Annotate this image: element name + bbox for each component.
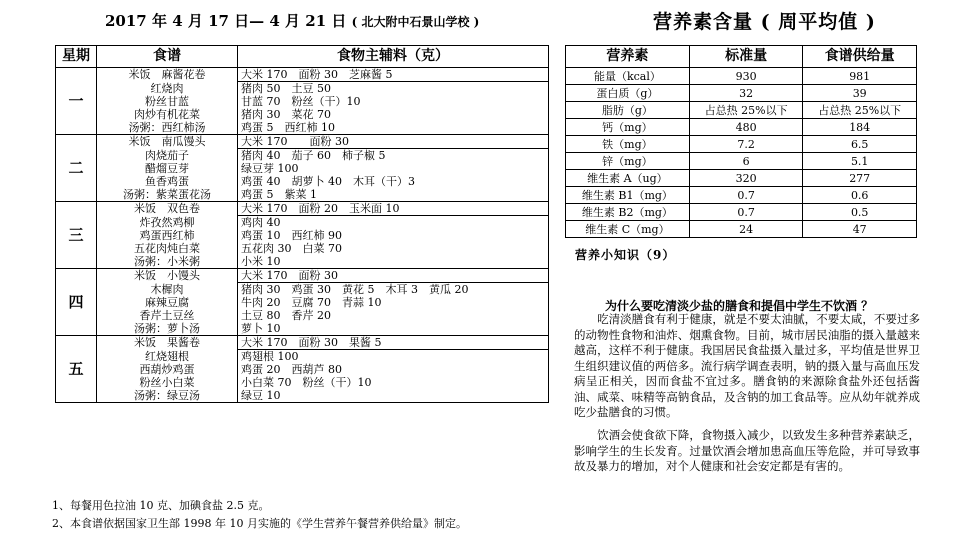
nutrition-row bbox=[566, 170, 917, 187]
nutrition-row bbox=[566, 136, 917, 153]
menu-table bbox=[55, 45, 549, 403]
nutrition-row bbox=[566, 221, 917, 238]
menu-header-row bbox=[56, 46, 549, 68]
nutrient-supply-cell: 0.5 bbox=[803, 204, 917, 221]
ingredients-cell: 鸡蛋 20 西葫芦 80 bbox=[238, 363, 549, 376]
dish-cell: 米饭 南瓜馒头 bbox=[97, 135, 238, 149]
menu-row bbox=[56, 82, 549, 96]
dish-cell: 米饭 小馒头 bbox=[97, 269, 238, 283]
tip-paragraph-1: 吃清淡膳食有利于健康，就是不要太油腻，不要太咸，不要过多的动物性食物和油炸、烟熏食物。目前，城市居民油脂的摄入量越来越高，这样不利于健康。我国居民食盐摄入量过多，平均值是世界卫生组织建议值的两倍多。流行病学调查表明，钠的摄入量与高血压发病呈正相关，因而食盐不宜过多。膳食钠的来源除食盐外还包括酱油、咸菜、味精等高钠食品，及含钠的加工食品等。应从幼年就养成吃少盐膳食的习惯。 bbox=[574, 312, 920, 419]
ingredients-cell: 猪肉 50 土豆 50 bbox=[238, 82, 549, 96]
ingredients-cell: 大米 170 面粉 30 bbox=[238, 269, 549, 283]
dish-cell: 汤粥：西红柿汤 bbox=[97, 121, 238, 135]
tip-title: 营养小知识（9） bbox=[575, 248, 676, 262]
dish-cell: 米饭 果酱卷 bbox=[97, 336, 238, 350]
nutrient-standard-cell: 320 bbox=[689, 170, 803, 187]
menu-row bbox=[56, 363, 549, 376]
menu-row bbox=[56, 162, 549, 175]
nutrient-standard-cell: 32 bbox=[689, 85, 803, 102]
menu-row bbox=[56, 242, 549, 255]
header-standard: 标准量 bbox=[689, 46, 803, 68]
ingredients-cell: 猪肉 30 鸡蛋 30 黄花 5 木耳 3 黄瓜 20 bbox=[238, 283, 549, 297]
ingredients-cell: 土豆 80 香芹 20 bbox=[238, 309, 549, 322]
ingredients-cell: 五花肉 30 白菜 70 bbox=[238, 242, 549, 255]
ingredients-cell: 小白菜 70 粉丝（干）10 bbox=[238, 376, 549, 389]
dish-cell: 汤粥：绿豆汤 bbox=[97, 389, 238, 403]
dish-cell: 麻辣豆腐 bbox=[97, 296, 238, 309]
date-range: 2017 年 4 月 17 日— 4 月 21 日 bbox=[105, 12, 347, 30]
header-recipe: 食谱 bbox=[97, 46, 238, 68]
ingredients-cell: 绿豆芽 100 bbox=[238, 162, 549, 175]
menu-row bbox=[56, 269, 549, 283]
note-1: 1、每餐用色拉油 10 克、加碘食盐 2.5 克。 bbox=[52, 499, 270, 512]
dish-cell: 西葫炒鸡蛋 bbox=[97, 363, 238, 376]
menu-row bbox=[56, 229, 549, 242]
menu-row bbox=[56, 336, 549, 350]
menu-row bbox=[56, 108, 549, 121]
nutrient-supply-cell: 981 bbox=[803, 68, 917, 85]
nutrition-title: 营养素含量 ( 周平均值 ) bbox=[653, 11, 876, 33]
menu-row bbox=[56, 322, 549, 336]
menu-row bbox=[56, 350, 549, 364]
dish-cell: 鱼香鸡蛋 bbox=[97, 175, 238, 188]
nutrient-name-cell: 维生素 A（ug） bbox=[566, 170, 690, 187]
ingredients-cell: 大米 170 面粉 30 果酱 5 bbox=[238, 336, 549, 350]
header-ingredients: 食物主辅料（克） bbox=[238, 46, 549, 68]
dish-cell: 醋熘豆芽 bbox=[97, 162, 238, 175]
ingredients-cell: 鸡蛋 40 胡萝卜 40 木耳（干）3 bbox=[238, 175, 549, 188]
ingredients-cell: 鸡翅根 100 bbox=[238, 350, 549, 364]
ingredients-cell: 大米 170 面粉 30 芝麻酱 5 bbox=[238, 68, 549, 82]
nutrient-name-cell: 蛋白质（g） bbox=[566, 85, 690, 102]
dish-cell: 香芹土豆丝 bbox=[97, 309, 238, 322]
ingredients-cell: 猪肉 30 菜花 70 bbox=[238, 108, 549, 121]
ingredients-cell: 鸡蛋 10 西红柿 90 bbox=[238, 229, 549, 242]
nutrient-standard-cell: 0.7 bbox=[689, 204, 803, 221]
tip-paragraph-2: 饮酒会使食欲下降，食物摄入减少，以致发生多种营养素缺乏，影响学生的生长发育。过量饮酒会增加患高血压等危险，并可导致事故及暴力的增加，对个人健康和社会安定都是有害的。 bbox=[574, 428, 920, 473]
dish-cell: 红烧翅根 bbox=[97, 350, 238, 364]
dish-cell: 汤粥：小米粥 bbox=[97, 255, 238, 269]
menu-title bbox=[105, 10, 479, 31]
nutrient-standard-cell: 占总热 25%以下 bbox=[689, 102, 803, 119]
dish-cell: 粉丝甘蓝 bbox=[97, 95, 238, 108]
nutrient-name-cell: 钙（mg） bbox=[566, 119, 690, 136]
dish-cell: 肉烧茄子 bbox=[97, 149, 238, 163]
dish-cell: 汤粥：紫菜蛋花汤 bbox=[97, 188, 238, 202]
menu-row bbox=[56, 216, 549, 230]
nutrient-supply-cell: 0.6 bbox=[803, 187, 917, 204]
menu-row bbox=[56, 389, 549, 403]
ingredients-cell: 小米 10 bbox=[238, 255, 549, 269]
ingredients-cell: 绿豆 10 bbox=[238, 389, 549, 403]
nutrient-standard-cell: 6 bbox=[689, 153, 803, 170]
dish-cell: 红烧肉 bbox=[97, 82, 238, 96]
ingredients-cell: 猪肉 40 茄子 60 柿子椒 5 bbox=[238, 149, 549, 163]
dish-cell: 米饭 麻酱花卷 bbox=[97, 68, 238, 82]
menu-row bbox=[56, 188, 549, 202]
school-name: ( 北大附中石景山学校 ) bbox=[351, 15, 480, 29]
nutrient-name-cell: 维生素 B2（mg） bbox=[566, 204, 690, 221]
nutrient-supply-cell: 5.1 bbox=[803, 153, 917, 170]
tip-question: 为什么要吃清淡少盐的膳食和提倡中学生不饮酒 ？ bbox=[605, 299, 874, 313]
dish-cell: 鸡蛋西红柿 bbox=[97, 229, 238, 242]
nutrient-supply-cell: 39 bbox=[803, 85, 917, 102]
nutrition-row bbox=[566, 187, 917, 204]
nutrient-name-cell: 能量（kcal） bbox=[566, 68, 690, 85]
menu-row bbox=[56, 68, 549, 82]
weekday-cell: 二 bbox=[56, 135, 97, 202]
nutrient-standard-cell: 24 bbox=[689, 221, 803, 238]
ingredients-cell: 牛肉 20 豆腐 70 青蒜 10 bbox=[238, 296, 549, 309]
nutrition-header-row bbox=[566, 46, 917, 68]
ingredients-cell: 大米 170 面粉 30 bbox=[238, 135, 549, 149]
nutrition-row bbox=[566, 153, 917, 170]
header-supply: 食谱供给量 bbox=[803, 46, 917, 68]
menu-row bbox=[56, 296, 549, 309]
nutrient-supply-cell: 184 bbox=[803, 119, 917, 136]
nutrition-row bbox=[566, 68, 917, 85]
weekday-cell: 四 bbox=[56, 269, 97, 336]
menu-row bbox=[56, 121, 549, 135]
nutrition-table bbox=[565, 45, 917, 238]
menu-row bbox=[56, 202, 549, 216]
menu-row bbox=[56, 376, 549, 389]
menu-row bbox=[56, 309, 549, 322]
menu-row bbox=[56, 135, 549, 149]
nutrition-row bbox=[566, 204, 917, 221]
nutrient-standard-cell: 930 bbox=[689, 68, 803, 85]
nutrient-supply-cell: 6.5 bbox=[803, 136, 917, 153]
nutrition-row bbox=[566, 102, 917, 119]
nutrient-standard-cell: 480 bbox=[689, 119, 803, 136]
ingredients-cell: 鸡蛋 5 西红柿 10 bbox=[238, 121, 549, 135]
ingredients-cell: 甘蓝 70 粉丝（干）10 bbox=[238, 95, 549, 108]
nutrient-name-cell: 脂肪（g） bbox=[566, 102, 690, 119]
weekday-cell: 一 bbox=[56, 68, 97, 135]
nutrient-name-cell: 维生素 C（mg） bbox=[566, 221, 690, 238]
header-nutrient: 营养素 bbox=[566, 46, 690, 68]
menu-row bbox=[56, 95, 549, 108]
weekday-cell: 三 bbox=[56, 202, 97, 269]
header-day: 星期 bbox=[56, 46, 97, 68]
dish-cell: 汤粥：萝卜汤 bbox=[97, 322, 238, 336]
menu-row bbox=[56, 175, 549, 188]
dish-cell: 米饭 双色卷 bbox=[97, 202, 238, 216]
dish-cell: 肉炒有机花菜 bbox=[97, 108, 238, 121]
dish-cell: 五花肉炖白菜 bbox=[97, 242, 238, 255]
nutrient-supply-cell: 占总热 25%以下 bbox=[803, 102, 917, 119]
nutrient-name-cell: 维生素 B1（mg） bbox=[566, 187, 690, 204]
dish-cell: 木樨肉 bbox=[97, 283, 238, 297]
nutrient-name-cell: 锌（mg） bbox=[566, 153, 690, 170]
weekday-cell: 五 bbox=[56, 336, 97, 403]
ingredients-cell: 鸡肉 40 bbox=[238, 216, 549, 230]
ingredients-cell: 鸡蛋 5 紫菜 1 bbox=[238, 188, 549, 202]
ingredients-cell: 萝卜 10 bbox=[238, 322, 549, 336]
menu-row bbox=[56, 149, 549, 163]
nutrient-supply-cell: 47 bbox=[803, 221, 917, 238]
dish-cell: 炸孜然鸡柳 bbox=[97, 216, 238, 230]
nutrition-row bbox=[566, 119, 917, 136]
nutrient-standard-cell: 7.2 bbox=[689, 136, 803, 153]
nutrient-standard-cell: 0.7 bbox=[689, 187, 803, 204]
ingredients-cell: 大米 170 面粉 20 玉米面 10 bbox=[238, 202, 549, 216]
nutrient-supply-cell: 277 bbox=[803, 170, 917, 187]
dish-cell: 粉丝小白菜 bbox=[97, 376, 238, 389]
note-2: 2、本食谱依据国家卫生部 1998 年 10 月实施的《学生营养午餐营养供给量》制定。 bbox=[52, 517, 467, 530]
menu-row bbox=[56, 255, 549, 269]
nutrient-name-cell: 铁（mg） bbox=[566, 136, 690, 153]
nutrition-row bbox=[566, 85, 917, 102]
menu-row bbox=[56, 283, 549, 297]
